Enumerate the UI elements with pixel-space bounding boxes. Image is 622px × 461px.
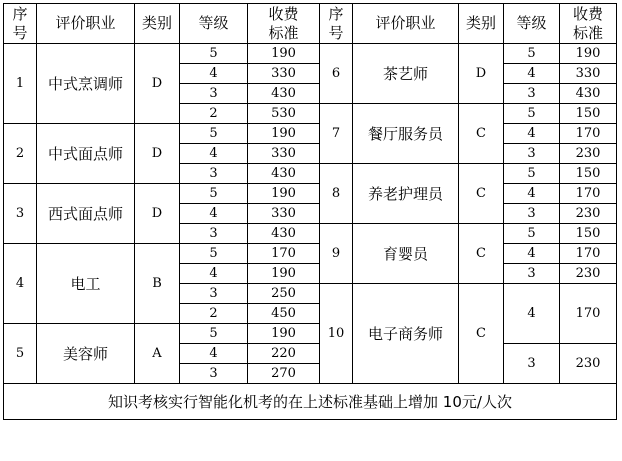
left-fee: 190 <box>248 264 320 284</box>
left-fee: 220 <box>248 344 320 364</box>
right-category: C <box>459 224 504 284</box>
left-category: D <box>135 44 180 124</box>
right-fee: 150 <box>560 164 617 184</box>
right-fee: 230 <box>560 264 617 284</box>
right-fee: 230 <box>560 204 617 224</box>
left-level: 3 <box>180 164 248 184</box>
left-fee: 430 <box>248 164 320 184</box>
left-fee: 530 <box>248 104 320 124</box>
left-level: 3 <box>180 84 248 104</box>
left-level: 4 <box>180 264 248 284</box>
left-occupation: 中式面点师 <box>37 124 135 184</box>
left-level: 5 <box>180 124 248 144</box>
left-level: 4 <box>180 204 248 224</box>
right-category: C <box>459 284 504 384</box>
left-level: 4 <box>180 64 248 84</box>
right-category: C <box>459 104 504 164</box>
right-fee: 170 <box>560 184 617 204</box>
left-fee: 190 <box>248 124 320 144</box>
right-level: 5 <box>504 164 560 184</box>
left-occupation: 电工 <box>37 244 135 324</box>
right-level: 5 <box>504 44 560 64</box>
right-seq: 6 <box>320 44 353 104</box>
right-level: 5 <box>504 224 560 244</box>
right-fee: 230 <box>560 144 617 164</box>
right-fee: 170 <box>560 244 617 264</box>
left-category: A <box>135 324 180 384</box>
header-level-left: 等级 <box>180 4 248 44</box>
left-level: 5 <box>180 324 248 344</box>
left-fee: 270 <box>248 364 320 384</box>
right-seq: 7 <box>320 104 353 164</box>
right-level: 4 <box>504 284 560 344</box>
left-fee: 430 <box>248 84 320 104</box>
header-seq-left: 序 号 <box>4 4 37 44</box>
right-level: 4 <box>504 64 560 84</box>
right-level: 4 <box>504 184 560 204</box>
header-occupation-right: 评价职业 <box>353 4 459 44</box>
right-occupation: 茶艺师 <box>353 44 459 104</box>
left-seq: 2 <box>4 124 37 184</box>
left-level: 5 <box>180 44 248 64</box>
header-row <box>4 4 617 44</box>
left-seq: 4 <box>4 244 37 324</box>
left-category: D <box>135 184 180 244</box>
right-level: 3 <box>504 204 560 224</box>
table-body <box>4 4 617 420</box>
left-seq: 5 <box>4 324 37 384</box>
fee-table <box>3 3 617 420</box>
left-fee: 190 <box>248 184 320 204</box>
left-level: 3 <box>180 284 248 304</box>
right-seq: 9 <box>320 224 353 284</box>
right-category: C <box>459 164 504 224</box>
left-fee: 190 <box>248 324 320 344</box>
left-seq: 3 <box>4 184 37 244</box>
right-fee: 190 <box>560 44 617 64</box>
right-level: 4 <box>504 124 560 144</box>
header-fee-left: 收费 标准 <box>248 4 320 44</box>
header-category-right: 类别 <box>459 4 504 44</box>
left-level: 5 <box>180 184 248 204</box>
header-occupation-left: 评价职业 <box>37 4 135 44</box>
right-fee: 150 <box>560 104 617 124</box>
footer-note: 知识考核实行智能化机考的在上述标准基础上增加 10元/人次 <box>4 384 617 420</box>
left-level: 2 <box>180 304 248 324</box>
left-level: 2 <box>180 104 248 124</box>
left-occupation: 美容师 <box>37 324 135 384</box>
header-level-right: 等级 <box>504 4 560 44</box>
left-fee: 330 <box>248 64 320 84</box>
left-level: 3 <box>180 364 248 384</box>
right-seq: 10 <box>320 284 353 384</box>
left-level: 4 <box>180 344 248 364</box>
left-category: B <box>135 244 180 324</box>
right-level: 5 <box>504 104 560 124</box>
left-fee: 430 <box>248 224 320 244</box>
right-fee: 430 <box>560 84 617 104</box>
right-level: 3 <box>504 264 560 284</box>
left-fee: 190 <box>248 44 320 64</box>
left-fee: 170 <box>248 244 320 264</box>
right-level: 3 <box>504 84 560 104</box>
header-fee-right: 收费 标准 <box>560 4 617 44</box>
header-seq-right: 序 号 <box>320 4 353 44</box>
left-occupation: 西式面点师 <box>37 184 135 244</box>
left-fee: 330 <box>248 204 320 224</box>
right-fee: 230 <box>560 344 617 384</box>
left-level: 3 <box>180 224 248 244</box>
left-occupation: 中式烹调师 <box>37 44 135 124</box>
right-fee: 150 <box>560 224 617 244</box>
left-fee: 450 <box>248 304 320 324</box>
left-category: D <box>135 124 180 184</box>
right-fee: 330 <box>560 64 617 84</box>
right-level: 4 <box>504 244 560 264</box>
right-level: 3 <box>504 344 560 384</box>
right-seq: 8 <box>320 164 353 224</box>
right-level: 3 <box>504 144 560 164</box>
left-level: 4 <box>180 144 248 164</box>
right-occupation: 电子商务师 <box>353 284 459 384</box>
left-fee: 330 <box>248 144 320 164</box>
right-category: D <box>459 44 504 104</box>
right-occupation: 餐厅服务员 <box>353 104 459 164</box>
right-occupation: 养老护理员 <box>353 164 459 224</box>
left-fee: 250 <box>248 284 320 304</box>
header-category-left: 类别 <box>135 4 180 44</box>
left-seq: 1 <box>4 44 37 124</box>
left-level: 5 <box>180 244 248 264</box>
right-fee: 170 <box>560 284 617 344</box>
right-fee: 170 <box>560 124 617 144</box>
right-occupation: 育婴员 <box>353 224 459 284</box>
